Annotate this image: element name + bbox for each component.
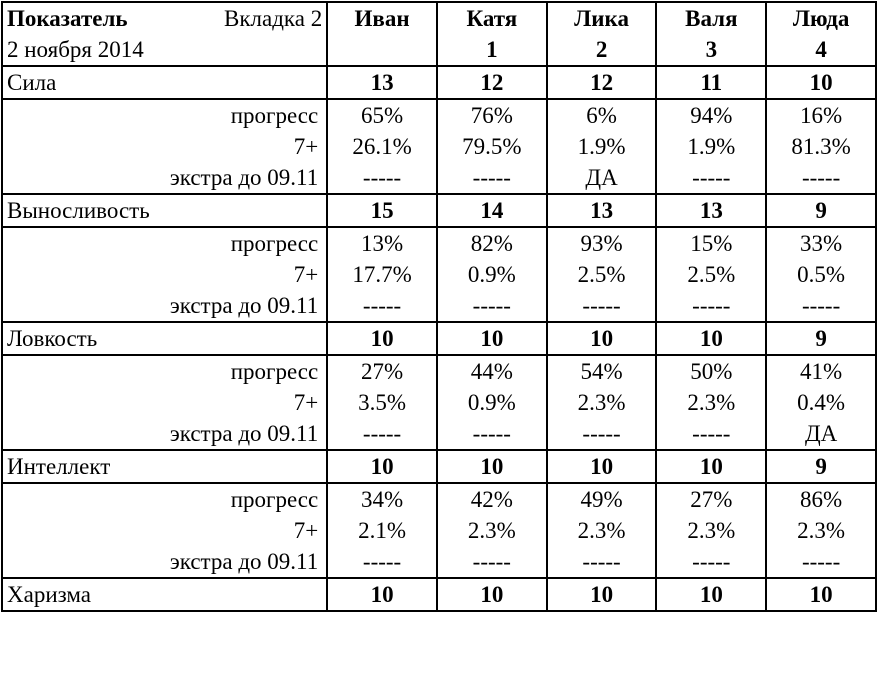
extra-row: [2, 546, 876, 578]
person-index: 1: [437, 34, 547, 66]
sub-value: 2.3%: [766, 515, 876, 546]
stat-value: 10: [656, 450, 766, 483]
sub-value: -----: [547, 546, 657, 578]
header-label-cell: [2, 2, 327, 34]
seven-plus-row: [2, 131, 876, 162]
sub-value: -----: [327, 418, 437, 450]
sub-value: -----: [766, 290, 876, 322]
sub-value: 27%: [327, 355, 437, 387]
sub-value: -----: [437, 290, 547, 322]
sub-label: прогресс: [2, 355, 327, 387]
stat-value: 10: [327, 450, 437, 483]
sub-value: -----: [656, 162, 766, 194]
stat-value: 9: [766, 322, 876, 355]
sub-value: 86%: [766, 483, 876, 515]
stat-value: 10: [656, 578, 766, 611]
sub-value: 2.3%: [656, 515, 766, 546]
stat-value: 15: [327, 194, 437, 227]
stat-value: 10: [437, 450, 547, 483]
sub-value: 17.7%: [327, 259, 437, 290]
person-name: Валя: [656, 2, 766, 34]
sub-value: 41%: [766, 355, 876, 387]
sub-value: ДА: [766, 418, 876, 450]
sub-value: 94%: [656, 99, 766, 131]
stat-value: 10: [437, 578, 547, 611]
sub-value: 0.4%: [766, 387, 876, 418]
sub-value: -----: [327, 162, 437, 194]
sub-value: 54%: [547, 355, 657, 387]
stat-value: 10: [547, 322, 657, 355]
extra-row: [2, 290, 876, 322]
stat-value: 12: [547, 66, 657, 99]
person-index: 2: [547, 34, 657, 66]
stat-row: [2, 66, 876, 99]
stat-value: 10: [766, 66, 876, 99]
header-date: 2 ноября 2014: [2, 34, 327, 66]
stat-name: Выносливость: [2, 194, 327, 227]
tab-name: Вкладка 2: [224, 6, 323, 31]
sub-value: 0.9%: [437, 387, 547, 418]
sub-value: -----: [437, 418, 547, 450]
stat-value: 9: [766, 194, 876, 227]
sub-label: экстра до 09.11: [2, 418, 327, 450]
extra-row: [2, 418, 876, 450]
stat-name: Харизма: [2, 578, 327, 611]
sub-value: ДА: [547, 162, 657, 194]
sub-value: 81.3%: [766, 131, 876, 162]
stat-name: Интеллект: [2, 450, 327, 483]
sub-value: -----: [766, 546, 876, 578]
sub-label: экстра до 09.11: [2, 162, 327, 194]
stat-value: 12: [437, 66, 547, 99]
sub-value: 2.1%: [327, 515, 437, 546]
stat-value: 13: [327, 66, 437, 99]
sub-label: 7+: [2, 131, 327, 162]
sub-value: 49%: [547, 483, 657, 515]
sub-value: 2.3%: [547, 387, 657, 418]
sub-value: 27%: [656, 483, 766, 515]
stat-value: 14: [437, 194, 547, 227]
person-name: Лика: [547, 2, 657, 34]
sub-label: прогресс: [2, 483, 327, 515]
progress-row: [2, 227, 876, 259]
sub-value: 16%: [766, 99, 876, 131]
sub-value: 13%: [327, 227, 437, 259]
person-index: 4: [766, 34, 876, 66]
sub-value: 2.5%: [547, 259, 657, 290]
stat-value: 10: [327, 322, 437, 355]
person-index: 3: [656, 34, 766, 66]
sub-value: -----: [437, 162, 547, 194]
stat-row: [2, 322, 876, 355]
stat-row: [2, 450, 876, 483]
seven-plus-row: [2, 515, 876, 546]
stat-row: [2, 578, 876, 611]
sub-value: 93%: [547, 227, 657, 259]
stat-value: 11: [656, 66, 766, 99]
sub-label: прогресс: [2, 99, 327, 131]
sub-value: 6%: [547, 99, 657, 131]
sub-value: 33%: [766, 227, 876, 259]
sub-value: 15%: [656, 227, 766, 259]
sub-value: 76%: [437, 99, 547, 131]
sub-label: экстра до 09.11: [2, 546, 327, 578]
stat-name: Ловкость: [2, 322, 327, 355]
sub-value: 34%: [327, 483, 437, 515]
stat-value: 9: [766, 450, 876, 483]
sub-value: 1.9%: [656, 131, 766, 162]
sub-value: -----: [547, 418, 657, 450]
header-row: [2, 2, 876, 34]
sub-value: -----: [656, 546, 766, 578]
sub-value: -----: [327, 546, 437, 578]
sub-value: 2.3%: [547, 515, 657, 546]
sub-value: 2.3%: [656, 387, 766, 418]
sub-label: экстра до 09.11: [2, 290, 327, 322]
progress-row: [2, 355, 876, 387]
extra-row: [2, 162, 876, 194]
stat-value: 13: [656, 194, 766, 227]
stat-value: 10: [327, 578, 437, 611]
sub-value: -----: [656, 290, 766, 322]
stat-name: Сила: [2, 66, 327, 99]
sub-value: 3.5%: [327, 387, 437, 418]
sub-value: 50%: [656, 355, 766, 387]
sub-value: 82%: [437, 227, 547, 259]
stat-value: 13: [547, 194, 657, 227]
seven-plus-row: [2, 259, 876, 290]
person-index: [327, 34, 437, 66]
header-index-row: [2, 34, 876, 66]
stat-value: 10: [547, 450, 657, 483]
stat-value: 10: [437, 322, 547, 355]
sub-value: -----: [766, 162, 876, 194]
sub-label: 7+: [2, 515, 327, 546]
sub-value: -----: [547, 290, 657, 322]
stat-row: [2, 194, 876, 227]
sub-value: -----: [327, 290, 437, 322]
sub-value: 2.5%: [656, 259, 766, 290]
sub-value: 44%: [437, 355, 547, 387]
sub-label: прогресс: [2, 227, 327, 259]
sub-label: 7+: [2, 259, 327, 290]
sub-value: 2.3%: [437, 515, 547, 546]
stat-value: 10: [766, 578, 876, 611]
sub-value: 79.5%: [437, 131, 547, 162]
sub-value: 26.1%: [327, 131, 437, 162]
stats-table: [1, 1, 877, 612]
person-name: Люда: [766, 2, 876, 34]
progress-row: [2, 99, 876, 131]
sub-value: -----: [437, 546, 547, 578]
sub-value: 0.5%: [766, 259, 876, 290]
stat-value: 10: [547, 578, 657, 611]
sub-label: 7+: [2, 387, 327, 418]
stat-value: 10: [656, 322, 766, 355]
sub-value: 1.9%: [547, 131, 657, 162]
progress-row: [2, 483, 876, 515]
header-label: Показатель: [7, 6, 128, 31]
seven-plus-row: [2, 387, 876, 418]
person-name: Иван: [327, 2, 437, 34]
sub-value: 65%: [327, 99, 437, 131]
person-name: Катя: [437, 2, 547, 34]
sub-value: -----: [656, 418, 766, 450]
sub-value: 0.9%: [437, 259, 547, 290]
sub-value: 42%: [437, 483, 547, 515]
